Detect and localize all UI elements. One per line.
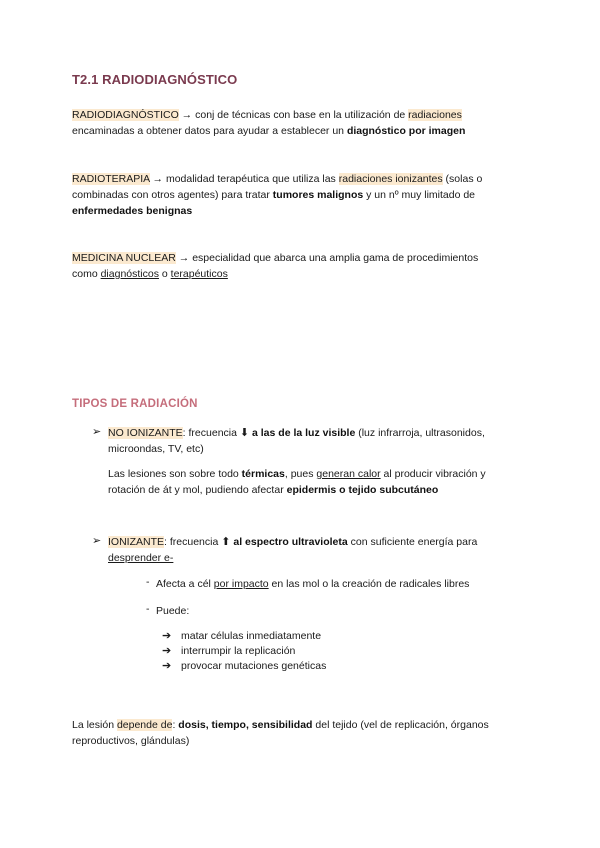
- term-radioterapia: RADIOTERAPIA: [72, 173, 150, 185]
- lesion-paragraph: [72, 717, 532, 749]
- page-title: T2.1 RADIODIAGNÓSTICO: [72, 72, 238, 87]
- dash-marker: -: [146, 603, 150, 615]
- hl-radiaciones-ionizantes: radiaciones ionizantes: [338, 173, 443, 185]
- text: modalidad terapéutica que utiliza las: [165, 173, 339, 185]
- text: (solas o: [442, 173, 483, 185]
- text: al producir vibración y: [380, 468, 486, 480]
- text: conj de técnicas con base en la utilización de: [195, 109, 409, 121]
- text: :: [172, 719, 179, 731]
- bullet-arrow-icon: ➢: [92, 426, 102, 438]
- text: del tejido (vel de replicación, órganos: [312, 719, 489, 731]
- underline-generan-calor: generan calor: [316, 468, 381, 480]
- text: con suficiente energía para: [347, 536, 478, 548]
- text: reproductivos, glándulas): [72, 735, 190, 747]
- radiodiagnostico-paragraph: [72, 107, 532, 139]
- effect-item: interrumpir la replicación: [181, 645, 296, 657]
- text: microondas, TV, etc): [108, 443, 204, 455]
- text: en las mol o la creación de radicales libres: [268, 578, 470, 590]
- bold-dosis-tiempo: dosis, tiempo, sensibilidad: [178, 719, 313, 731]
- term-medicina-nuclear: MEDICINA NUCLEAR: [72, 252, 176, 264]
- radioterapia-paragraph: [72, 171, 532, 219]
- underline-por-impacto: por impacto: [213, 578, 269, 590]
- bullet-arrow-icon: ➢: [92, 535, 102, 547]
- text: (luz infrarroja, ultrasonidos,: [355, 427, 485, 439]
- ionizante-afecta: [156, 576, 469, 592]
- link-diagnosticos: diagnósticos: [100, 268, 159, 280]
- arrow-right-icon: ➔: [162, 660, 172, 672]
- arrow-up-icon: ⬆: [221, 536, 231, 548]
- arrow-text: →: [149, 173, 166, 185]
- arrow-right-icon: ➔: [162, 630, 172, 642]
- section-title-tipos: TIPOS DE RADIACIÓN: [72, 398, 198, 410]
- hl-depende-de: depende de: [116, 719, 173, 731]
- link-terapeuticos: terapéuticos: [170, 268, 228, 280]
- ionizante-item: [108, 534, 528, 566]
- text: Afecta a cél: [156, 578, 214, 590]
- term-no-ionizante: NO IONIZANTE: [108, 427, 183, 439]
- arrow-text: →: [178, 109, 196, 121]
- no-ionizante-lesiones: [108, 466, 528, 498]
- text: : frecuencia: [164, 536, 222, 548]
- bold-epidermis: epidermis o tejido subcutáneo: [286, 484, 439, 496]
- arrow-down-icon: ⬇: [239, 427, 250, 439]
- text: encaminadas a obtener datos para ayudar a establecer un: [72, 125, 347, 137]
- text: rotación de át y mol, pudiendo afectar: [108, 484, 287, 496]
- no-ionizante-item: [108, 425, 528, 457]
- hl-radiaciones: radiaciones: [408, 109, 462, 121]
- text: especialidad que abarca una amplia gama de procedimientos: [192, 252, 479, 264]
- effect-item: matar células inmediatamente: [181, 630, 322, 642]
- text: Las lesiones son sobre todo: [108, 468, 242, 480]
- arrow-text: →: [175, 252, 193, 264]
- text: como: [72, 268, 101, 280]
- text: : frecuencia: [182, 427, 240, 439]
- effect-item: provocar mutaciones genéticas: [181, 660, 327, 672]
- bold-luz-visible: a las de la luz visible: [249, 427, 356, 439]
- dash-marker: -: [146, 576, 150, 588]
- text: La lesión: [72, 719, 117, 731]
- term-radiodiagnostico: RADIODIAGNÓSTICO: [72, 109, 179, 121]
- text: o: [158, 268, 171, 280]
- term-ionizante: IONIZANTE: [108, 536, 165, 548]
- medicina-nuclear-paragraph: [72, 250, 532, 282]
- bold-enfermedades-benignas: enfermedades benignas: [72, 205, 193, 217]
- bold-termicas: térmicas: [241, 468, 285, 480]
- ionizante-puede: Puede:: [156, 605, 190, 617]
- underline-desprender: desprender e-: [108, 552, 174, 564]
- text: combinadas con otros agentes) para tratar: [72, 189, 273, 201]
- text: y un nº muy limitado de: [363, 189, 476, 201]
- text: , pues: [284, 468, 317, 480]
- bold-espectro-ultravioleta: al espectro ultravioleta: [230, 536, 348, 548]
- bold-tumores-malignos: tumores malignos: [272, 189, 364, 201]
- arrow-right-icon: ➔: [162, 645, 172, 657]
- bold-diagnostico-imagen: diagnóstico por imagen: [346, 125, 466, 137]
